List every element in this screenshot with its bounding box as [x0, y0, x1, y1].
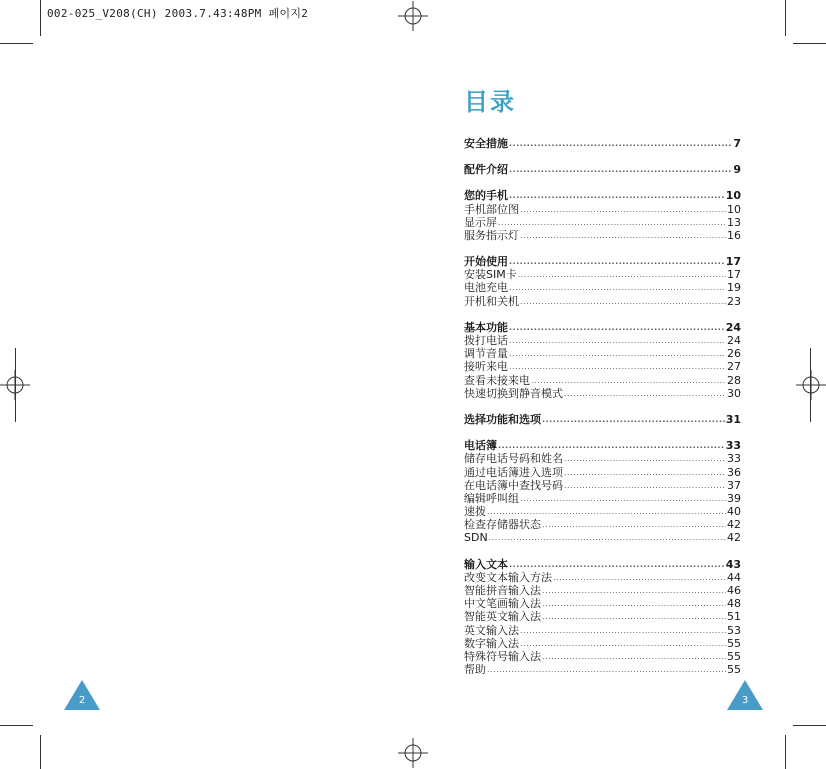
toc-leader-dots [542, 518, 726, 531]
toc-leader-dots [509, 137, 732, 150]
toc-entry-title: 在电话簿中查找号码 [464, 478, 563, 492]
toc-entry [464, 334, 741, 347]
toc-gap [464, 400, 741, 413]
toc-entry-page: 42 [727, 531, 741, 545]
toc-entry-page: 36 [727, 465, 741, 479]
toc-entry-title: 您的手机 [464, 189, 508, 203]
toc-entry-page: 28 [727, 373, 741, 387]
toc-entry-page: 16 [727, 228, 741, 242]
toc-entry-title: 开机和关机 [464, 294, 519, 308]
toc-entry-title: 查看未接来电 [464, 373, 530, 387]
toc-entry-title: 改变文本输入方法 [464, 570, 552, 584]
toc-entry [464, 479, 741, 492]
toc-entry-title: 帮助 [464, 663, 486, 677]
toc-entry [464, 295, 741, 308]
toc-entry-page: 53 [727, 623, 741, 637]
toc-entry-title: 拨打电话 [464, 334, 508, 348]
toc-entry [464, 466, 741, 479]
toc-entry-title: 快速切换到静音模式 [464, 386, 563, 400]
toc-entry-page: 39 [727, 491, 741, 505]
toc-entry-title: 储存电话号码和姓名 [464, 452, 563, 466]
toc-entry [464, 650, 741, 663]
toc-leader-dots [509, 347, 726, 360]
toc-entry-page: 9 [733, 163, 741, 177]
toc-leader-dots [498, 216, 726, 229]
toc-entry-title: 智能英文输入法 [464, 610, 541, 624]
toc-leader-dots [564, 387, 726, 400]
toc-entry [464, 282, 741, 295]
toc-entry-title: 通过电话簿进入选项 [464, 465, 563, 479]
toc-entry-title: 选择功能和选项 [464, 412, 541, 426]
crop-mark [785, 735, 786, 769]
toc-section-entry [464, 413, 741, 426]
toc-leader-dots [509, 334, 726, 347]
toc-entry-page: 13 [727, 215, 741, 229]
toc-leader-dots [564, 466, 726, 479]
toc-entry-title: 接听来电 [464, 360, 508, 374]
toc-leader-dots [520, 203, 726, 216]
toc-gap [464, 308, 741, 321]
toc-entry [464, 505, 741, 518]
toc-entry-page: 10 [725, 189, 741, 203]
toc-entry [464, 532, 741, 545]
toc-leader-dots [542, 610, 726, 623]
toc-entry-title: 服务指示灯 [464, 228, 519, 242]
toc-entry-page: 30 [727, 386, 741, 400]
toc-entry [464, 374, 741, 387]
toc-entry [464, 452, 741, 465]
toc-entry [464, 203, 741, 216]
toc-entry-title: 手机部位图 [464, 202, 519, 216]
crop-mark [40, 0, 41, 36]
toc-leader-dots [553, 571, 726, 584]
toc-gap [464, 426, 741, 439]
page-number-right-label: 3 [741, 695, 749, 706]
toc-section-entry [464, 189, 741, 202]
toc-leader-dots [509, 360, 726, 373]
crop-mark [40, 735, 41, 769]
toc-entry-page: 19 [727, 281, 741, 295]
crop-mark [15, 348, 16, 422]
toc-leader-dots [509, 163, 732, 176]
toc-section-entry [464, 558, 741, 571]
toc-entry [464, 571, 741, 584]
toc-entry-page: 55 [727, 649, 741, 663]
toc-leader-dots [542, 597, 726, 610]
toc-entry-page: 55 [727, 663, 741, 677]
toc-entry-title: 检查存储器状态 [464, 518, 541, 532]
toc-entry [464, 663, 741, 676]
toc-entry-title: 电池充电 [464, 281, 508, 295]
toc-entry-page: 44 [727, 570, 741, 584]
toc-entry-page: 37 [727, 478, 741, 492]
toc-leader-dots [489, 531, 726, 544]
toc-leader-dots [531, 374, 726, 387]
toc-entry [464, 624, 741, 637]
toc-entry [464, 360, 741, 373]
toc-entry-page: 33 [727, 452, 741, 466]
toc-gap [464, 150, 741, 163]
toc-leader-dots [487, 505, 726, 518]
toc-entry-page: 40 [727, 505, 741, 519]
toc-gap [464, 545, 741, 558]
toc-entry-page: 17 [725, 255, 741, 269]
toc-entry-page: 24 [727, 334, 741, 348]
toc-leader-dots [509, 558, 725, 571]
toc-leader-dots [498, 439, 725, 452]
toc-leader-dots [564, 452, 726, 465]
toc-entry-page: 17 [727, 268, 741, 282]
toc-entry-title: 速拨 [464, 505, 486, 519]
toc-entry-page: 55 [727, 636, 741, 650]
toc-entry-page: 10 [727, 202, 741, 216]
crop-mark [793, 43, 826, 44]
toc-entry-title: 开始使用 [464, 255, 508, 269]
crop-mark [793, 725, 826, 726]
page-title: 目录 [464, 88, 516, 116]
table-of-contents [464, 137, 741, 676]
print-job-header: 002-025_V208(CH) 2003.7.43:48PM 페이지2 [47, 7, 309, 20]
page-number-right [727, 680, 763, 710]
toc-leader-dots [509, 255, 725, 268]
toc-leader-dots [509, 321, 725, 334]
toc-gap [464, 176, 741, 189]
crop-mark [0, 725, 33, 726]
toc-entry-title: 安装SIM卡 [464, 268, 517, 282]
toc-entry-title: 显示屏 [464, 215, 497, 229]
toc-entry-page: 33 [725, 439, 741, 453]
toc-entry [464, 216, 741, 229]
toc-entry [464, 387, 741, 400]
toc-entry [464, 518, 741, 531]
toc-entry-title: 安全措施 [464, 136, 508, 150]
registration-mark-icon [796, 370, 826, 400]
toc-leader-dots [509, 281, 726, 294]
toc-leader-dots [487, 663, 726, 676]
toc-section-entry [464, 321, 741, 334]
toc-section-entry [464, 439, 741, 452]
toc-section-entry [464, 163, 741, 176]
toc-entry-page: 43 [725, 557, 741, 571]
toc-leader-dots [564, 479, 726, 492]
toc-entry [464, 584, 741, 597]
toc-entry-title: 电话簿 [464, 439, 497, 453]
toc-leader-dots [520, 637, 726, 650]
page-number-left [64, 680, 100, 710]
toc-entry-title: 智能拼音输入法 [464, 584, 541, 598]
crop-mark [785, 0, 786, 36]
toc-entry-title: 编辑呼叫组 [464, 491, 519, 505]
toc-leader-dots [520, 492, 726, 505]
toc-entry-page: 31 [725, 412, 741, 426]
toc-entry [464, 637, 741, 650]
toc-section-entry [464, 137, 741, 150]
toc-entry-title: 英文输入法 [464, 623, 519, 637]
toc-entry-title: 特殊符号输入法 [464, 649, 541, 663]
toc-entry-page: 27 [727, 360, 741, 374]
toc-leader-dots [520, 624, 726, 637]
toc-entry-page: 24 [725, 320, 741, 334]
toc-leader-dots [542, 650, 726, 663]
toc-entry-page: 42 [727, 518, 741, 532]
toc-leader-dots [542, 413, 725, 426]
toc-entry-title: 数字输入法 [464, 636, 519, 650]
toc-leader-dots [542, 584, 726, 597]
toc-leader-dots [509, 189, 725, 202]
registration-mark-icon [398, 738, 428, 768]
toc-entry [464, 347, 741, 360]
toc-section-entry [464, 255, 741, 268]
toc-entry-page: 26 [727, 347, 741, 361]
toc-entry-page: 7 [733, 136, 741, 150]
crop-mark [0, 43, 33, 44]
toc-entry-title: 中文笔画输入法 [464, 597, 541, 611]
toc-entry-page: 48 [727, 597, 741, 611]
toc-entry-page: 51 [727, 610, 741, 624]
toc-entry [464, 268, 741, 281]
toc-gap [464, 242, 741, 255]
page-number-left-label: 2 [78, 695, 86, 706]
toc-entry [464, 492, 741, 505]
toc-entry [464, 610, 741, 623]
crop-mark [810, 348, 811, 422]
toc-leader-dots [518, 268, 726, 281]
toc-entry-title: SDN [464, 531, 488, 545]
toc-leader-dots [520, 295, 726, 308]
toc-entry-page: 23 [727, 294, 741, 308]
toc-entry-title: 调节音量 [464, 347, 508, 361]
toc-entry-title: 基本功能 [464, 320, 508, 334]
toc-entry-page: 46 [727, 584, 741, 598]
toc-entry-title: 输入文本 [464, 557, 508, 571]
toc-entry [464, 229, 741, 242]
registration-mark-icon [398, 1, 428, 31]
toc-leader-dots [520, 229, 726, 242]
toc-entry-title: 配件介绍 [464, 163, 508, 177]
toc-entry [464, 597, 741, 610]
